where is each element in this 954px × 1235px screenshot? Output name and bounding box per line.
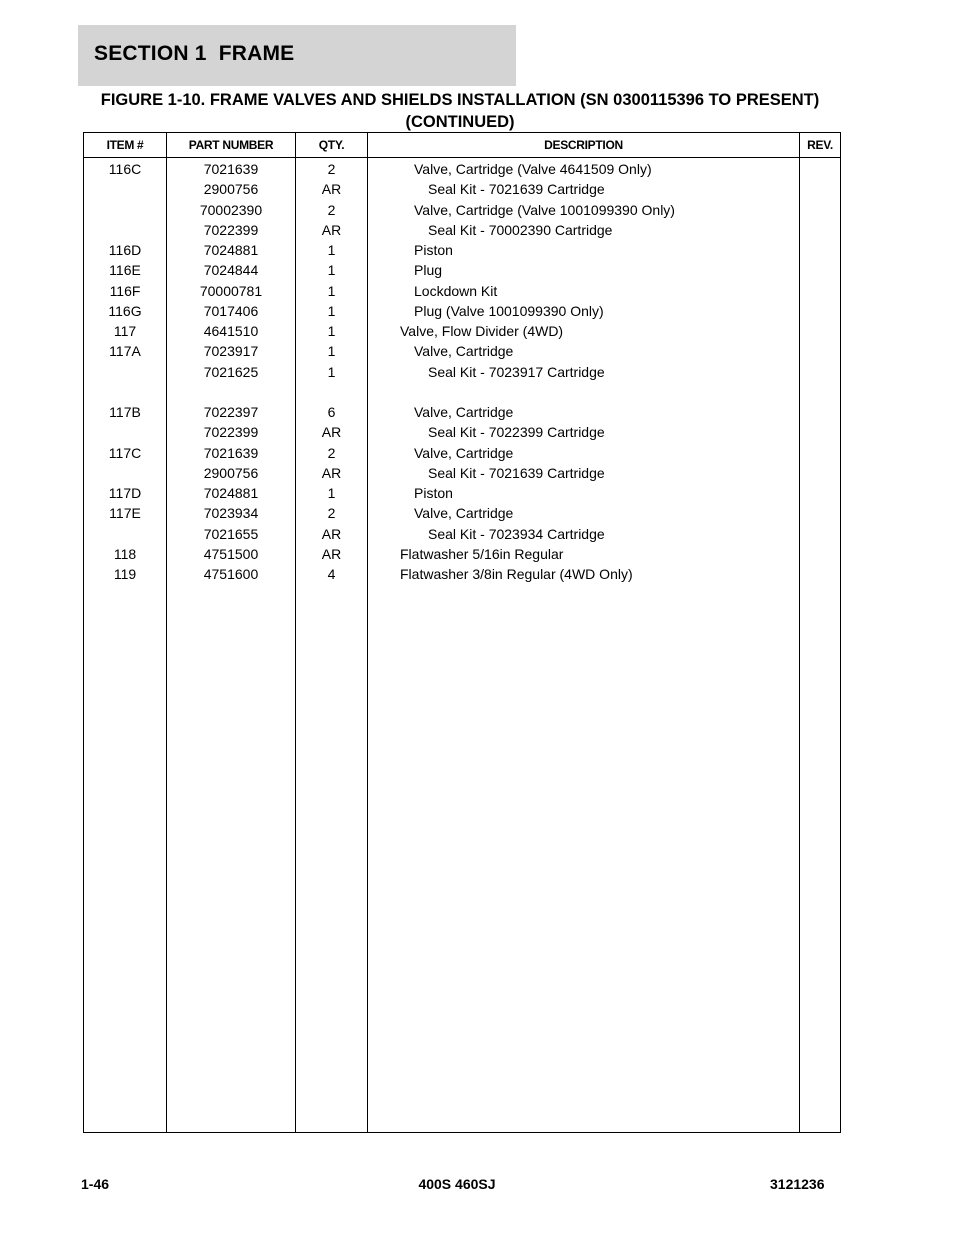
- qty-cell: AR: [321, 221, 342, 238]
- description-cell: Valve, Cartridge: [414, 343, 514, 360]
- table-row: [84, 483, 840, 503]
- qty-cell: 2: [327, 444, 336, 461]
- description-cell: Piston: [414, 242, 453, 258]
- item-cell: 116C: [108, 161, 142, 177]
- model-name: 400S 460SJ: [418, 1176, 496, 1192]
- part-number-cell: 7022397: [203, 404, 259, 420]
- part-number-cell: 7021639: [203, 444, 259, 461]
- part-number-cell: 2900756: [203, 181, 259, 198]
- header-qty: QTY.: [318, 138, 345, 152]
- qty-cell: AR: [321, 424, 342, 441]
- table-row: [84, 341, 840, 361]
- table-row: [84, 220, 840, 240]
- part-number-cell: 7022399: [203, 424, 259, 441]
- item-cell: 116D: [108, 242, 142, 258]
- description-cell: Seal Kit - 7021639 Cartridge: [428, 464, 605, 481]
- qty-cell: 1: [327, 323, 336, 339]
- table-row: [84, 443, 840, 463]
- qty-cell: 1: [327, 485, 336, 501]
- description-cell: Valve, Cartridge (Valve 4641509 Only): [414, 161, 652, 177]
- table-row: [84, 301, 840, 321]
- table-row: [84, 564, 840, 584]
- part-number-cell: 4751500: [203, 545, 259, 562]
- qty-cell: 2: [327, 201, 336, 218]
- item-cell: 117: [113, 323, 137, 339]
- part-number-cell: 2900756: [203, 464, 259, 481]
- description-cell: Seal Kit - 70002390 Cartridge: [428, 221, 613, 238]
- qty-cell: AR: [321, 181, 342, 198]
- table-row: [84, 159, 840, 179]
- description-cell: Valve, Cartridge: [414, 404, 514, 420]
- qty-cell: AR: [321, 464, 342, 481]
- figure-title-continued: (CONTINUED): [405, 113, 515, 131]
- description-cell: Valve, Cartridge: [414, 505, 514, 522]
- qty-cell: 6: [327, 404, 336, 420]
- item-cell: 117B: [109, 404, 141, 420]
- item-cell: 117A: [109, 343, 141, 360]
- table-row: [84, 503, 840, 523]
- part-number-cell: 7017406: [203, 302, 259, 319]
- part-number-cell: 7024881: [203, 242, 259, 258]
- table-row: [84, 524, 840, 544]
- qty-cell: 4: [327, 566, 336, 582]
- description-cell: Flatwasher 5/16in Regular: [400, 545, 564, 562]
- qty-cell: 1: [327, 262, 336, 279]
- header-divider: [84, 157, 840, 158]
- header-rev: REV.: [807, 138, 833, 152]
- part-number-cell: 7021639: [203, 161, 259, 177]
- table-row: [84, 260, 840, 280]
- document-number: 3121236: [770, 1176, 825, 1192]
- part-number-cell: 70002390: [199, 201, 263, 218]
- table-row: [84, 321, 840, 341]
- description-cell: Valve, Cartridge (Valve 1001099390 Only): [414, 201, 675, 218]
- item-cell: 118: [113, 545, 137, 562]
- part-number-cell: 7021655: [203, 525, 259, 542]
- description-cell: Seal Kit - 7023934 Cartridge: [428, 525, 605, 542]
- item-cell: 119: [113, 566, 137, 582]
- item-cell: 117C: [108, 444, 142, 461]
- description-cell: Piston: [414, 485, 453, 501]
- description-cell: Seal Kit - 7022399 Cartridge: [428, 424, 605, 441]
- table-row: [84, 544, 840, 564]
- part-number-cell: 7024881: [203, 485, 259, 501]
- table-row: [84, 281, 840, 301]
- figure-title: FIGURE 1-10. FRAME VALVES AND SHIELDS INSTALLATION (SN 0300115396 TO PRESENT): [100, 91, 820, 109]
- header-description: DESCRIPTION: [544, 138, 623, 152]
- table-row: [84, 382, 840, 402]
- parts-table: [83, 132, 841, 1133]
- part-number-cell: 7022399: [203, 221, 259, 238]
- qty-cell: 1: [327, 363, 336, 380]
- item-cell: 117D: [108, 485, 142, 501]
- header-part-number: PART NUMBER: [188, 138, 274, 152]
- table-row: [84, 200, 840, 220]
- description-cell: Lockdown Kit: [414, 282, 498, 299]
- part-number-cell: 7021625: [203, 363, 259, 380]
- qty-cell: 1: [327, 302, 336, 319]
- section-title: SECTION 1 FRAME: [94, 42, 295, 65]
- qty-cell: AR: [321, 525, 342, 542]
- qty-cell: 2: [327, 161, 336, 177]
- description-cell: Valve, Cartridge: [414, 444, 514, 461]
- description-cell: Seal Kit - 7023917 Cartridge: [428, 363, 605, 380]
- description-cell: Seal Kit - 7021639 Cartridge: [428, 181, 605, 198]
- part-number-cell: 7023934: [203, 505, 259, 522]
- table-row: [84, 402, 840, 422]
- description-cell: Valve, Flow Divider (4WD): [400, 323, 564, 339]
- qty-cell: AR: [321, 545, 342, 562]
- table-row: [84, 179, 840, 199]
- part-number-cell: 7023917: [203, 343, 259, 360]
- item-cell: 116G: [108, 302, 142, 319]
- item-cell: 116E: [109, 262, 141, 279]
- qty-cell: 2: [327, 505, 336, 522]
- description-cell: Plug (Valve 1001099390 Only): [414, 302, 604, 319]
- description-cell: Plug: [414, 262, 443, 279]
- header-item: ITEM #: [106, 138, 144, 152]
- qty-cell: 1: [327, 282, 336, 299]
- part-number-cell: 4641510: [203, 323, 259, 339]
- qty-cell: 1: [327, 343, 336, 360]
- part-number-cell: 4751600: [203, 566, 259, 582]
- table-row: [84, 463, 840, 483]
- description-cell: Flatwasher 3/8in Regular (4WD Only): [400, 566, 633, 582]
- table-row: [84, 240, 840, 260]
- item-cell: 117E: [109, 505, 141, 522]
- part-number-cell: 7024844: [203, 262, 259, 279]
- page-number: 1-46: [81, 1176, 110, 1192]
- qty-cell: 1: [327, 242, 336, 258]
- table-row: [84, 362, 840, 382]
- item-cell: 116F: [109, 282, 141, 299]
- section-header-band: [78, 25, 516, 86]
- part-number-cell: 70000781: [199, 282, 263, 299]
- table-row: [84, 422, 840, 442]
